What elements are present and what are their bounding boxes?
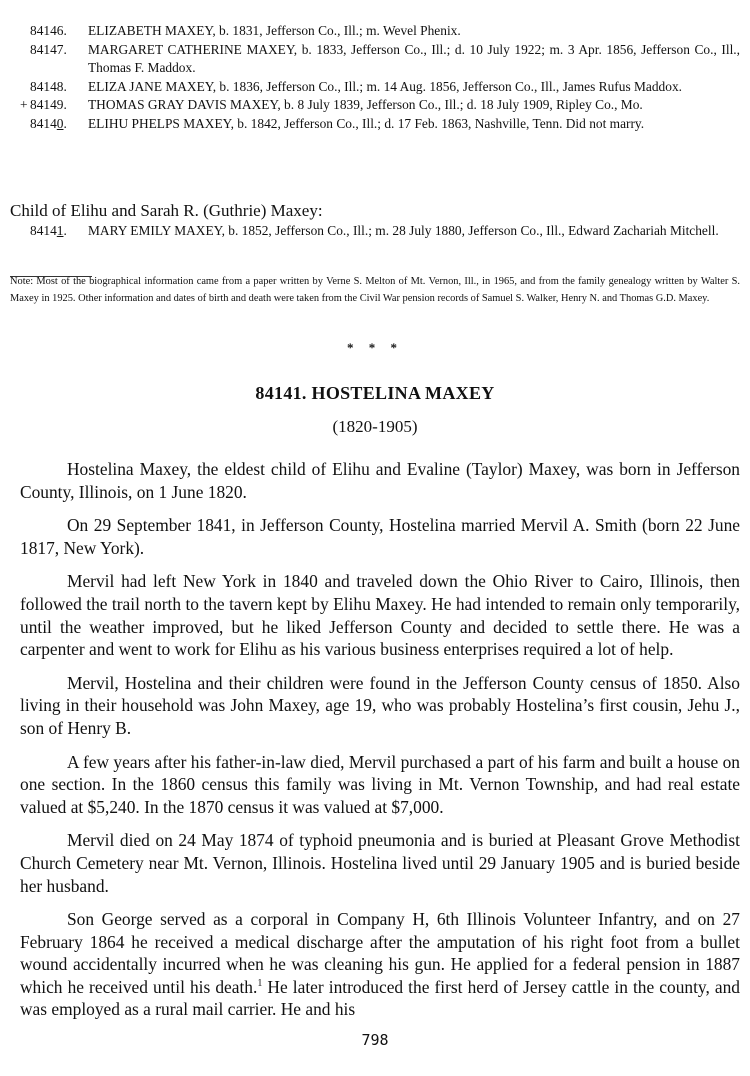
child-entry [12, 41, 740, 78]
entry-text: ELIZA JANE MAXEY, b. 1836, Jefferson Co., Ill.; m. 14 Aug. 1856, Jefferson Co., Ill., James Rufus Maddox. [88, 78, 682, 94]
child-entry [12, 78, 740, 97]
source-note: Note: Most of the biographical information came from a paper written by Verne S. Melton of Mt. Vernon, Ill., in 1965, and from the family genealogy written by Walter S. Maxey in 1925. Other information and dates of birth and death were taken from the Civil War pension records of Samuel S. Walker, Henry N. and Thomas G.D. Maxey. [10, 276, 740, 304]
page-number: 798 [361, 1031, 389, 1049]
body-paragraph: Mervil had left New York in 1840 and traveled down the Ohio River to Cairo, Illinois, then followed the trail north to the tavern kept by Elihu Maxey. He had intended to remain only temporarily, until the weather improved, but he liked Jefferson County and decided to settle there. He was a carpenter and went to work for Elihu as his various business enterprises required a lot of help. [20, 571, 740, 660]
section-separator: * * * [347, 340, 403, 355]
child-entry [12, 222, 740, 241]
entry-number: 84141. [30, 223, 67, 238]
section-years: (1820-1905) [332, 417, 418, 436]
entry-text: ELIHU PHELPS MAXEY, b. 1842, Jefferson Co., Ill.; d. 17 Feb. 1863, Nashville, Tenn. Did not marry. [88, 115, 645, 131]
entry-text: ELIZABETH MAXEY, b. 1831, Jefferson Co., Ill.; m. Wevel Phenix. [88, 23, 461, 38]
child-entry [12, 96, 740, 115]
children-list [12, 22, 740, 133]
entry-number: 84146. [30, 23, 67, 38]
biography-body [20, 458, 740, 1032]
body-paragraph: Mervil died on 24 May 1874 of typhoid pneumonia and is buried at Pleasant Grove Methodist Church Cemetery near Mt. Vernon, Illinois. Hostelina lived until 29 January 1905 and is buried beside her husband. [20, 830, 740, 896]
child-entry [12, 115, 740, 134]
entry-text: THOMAS GRAY DAVIS MAXEY, b. 8 July 1839, Jefferson Co., Ill.; d. 18 July 1909, Ripley Co., Mo. [88, 97, 643, 112]
child-entry [12, 22, 740, 41]
entry-number: 84140. [30, 115, 67, 131]
entry-number: 84149. [30, 97, 67, 112]
section-title: 84141. HOSTELINA MAXEY [255, 383, 495, 403]
second-children-list [12, 222, 740, 241]
body-paragraph: On 29 September 1841, in Jefferson County, Hostelina married Mervil A. Smith (born 22 June 1817, New York). [20, 515, 740, 558]
descendant-marker: + [20, 97, 28, 112]
entry-text: MARY EMILY MAXEY, b. 1852, Jefferson Co., Ill.; m. 28 July 1880, Jefferson Co., Ill., Edward Zachariah Mitchell. [88, 223, 719, 238]
entry-number: 84148. [30, 78, 67, 94]
entry-text: MARGARET CATHERINE MAXEY, b. 1833, Jefferson Co., Ill.; d. 10 July 1922; m. 3 Apr. 1856, Jefferson Co., Ill., Thomas F. Maddox. [88, 41, 740, 75]
body-paragraph: Son George served as a corporal in Company H, 6th Illinois Volunteer Infantry, and on 27 February 1864 he received a medical discharge after the amputation of his right foot from a bullet wound accidentally incurred when he was cleaning his gun. He applied for a federal pension in 1887 which he received until his death.$^1$ He later introduced the first herd of Jersey cattle in the county, and was employed as a rural mail carrier. He and his [20, 909, 741, 1020]
child-heading: Child of Elihu and Sarah R. (Guthrie) Maxey: [10, 201, 323, 220]
body-paragraph: Hostelina Maxey, the eldest child of Elihu and Evaline (Taylor) Maxey, was born in Jefferson County, Illinois, on 1 June 1820. [20, 459, 740, 502]
body-paragraph: A few years after his father-in-law died, Mervil purchased a part of his farm and built a house on one section. In the 1860 census this family was living in Mt. Vernon Township, and had real estate valued at $5,240. In the 1870 census it was valued at $7,000. [20, 751, 740, 817]
body-paragraph: Mervil, Hostelina and their children were found in the Jefferson County census of 1850. Also living in their household was John Maxey, age 19, who was probably Hostelina’s first cousin, Jehu J., son of Henry B. [20, 672, 740, 738]
entry-number: 84147. [30, 41, 67, 57]
